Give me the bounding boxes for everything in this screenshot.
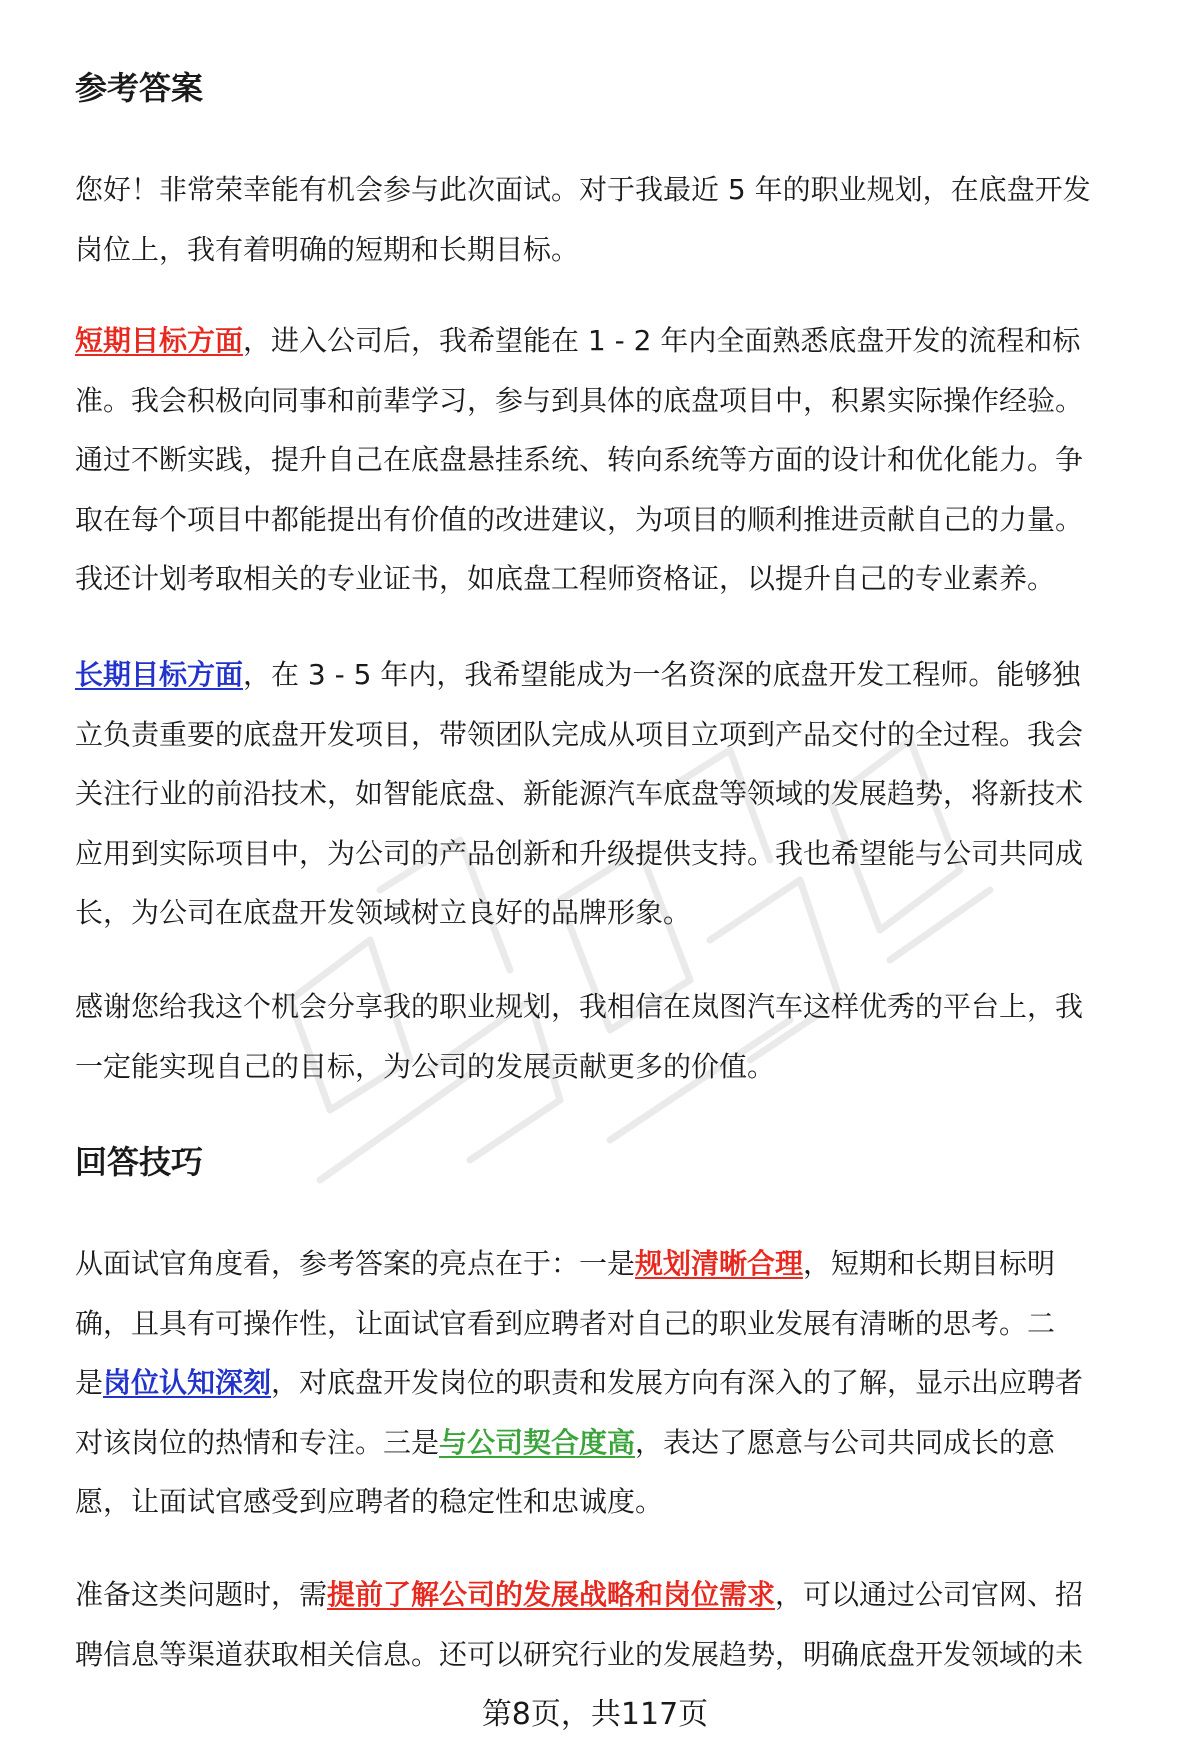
text-line: 通过不断实践，提升自己在底盘悬挂系统、转向系统等方面的设计和优化能力。争: [75, 443, 1084, 476]
paragraph-intro: [75, 160, 1091, 279]
highlight-role-understanding: 岗位认知深刻: [103, 1366, 272, 1399]
text-span: ，对底盘开发岗位的职责和发展方向有深入的了解，显示出应聘者: [271, 1366, 1084, 1399]
text-line: 取在每个项目中都能提出有价值的改进建议，为项目的顺利推进贡献自己的力量。: [75, 502, 1084, 536]
text-line: 我还计划考取相关的专业证书，如底盘工程师资格证，以提升自己的专业素养。: [75, 562, 1056, 595]
paragraph-tips: [75, 1234, 1083, 1532]
text-span: 从面试官角度看，参考答案的亮点在于：一是: [75, 1247, 636, 1280]
section-heading-answer-tips: 回答技巧: [75, 1143, 204, 1181]
highlight-short-term: 短期目标方面: [75, 324, 244, 357]
text-line: [75, 1353, 1083, 1413]
text-line: 长，为公司在底盘开发领域树立良好的品牌形象。: [75, 896, 692, 929]
text-span: ，表达了愿意与公司共同成长的意: [635, 1425, 1056, 1459]
text-line: 关注行业的前沿技术，如智能底盘、新能源汽车底盘等领域的发展趋势，将新技术: [75, 777, 1084, 810]
paragraph-preparation: [75, 1565, 1083, 1684]
paragraph-short-term: [75, 311, 1083, 609]
text-line: 聘信息等渠道获取相关信息。还可以研究行业的发展趋势，明确底盘开发领域的未: [75, 1637, 1084, 1671]
highlight-company-fit: 与公司契合度高: [439, 1425, 636, 1459]
text-span: 是: [75, 1366, 104, 1399]
paragraph-long-term: [75, 645, 1083, 943]
text-span: ，可以通过公司官网、招: [775, 1578, 1084, 1611]
text-line: [75, 1565, 1083, 1625]
highlight-research-company: 提前了解公司的发展战略和岗位需求: [327, 1578, 776, 1611]
text-line: [75, 645, 1083, 705]
text-span: ，短期和长期目标明: [803, 1247, 1056, 1280]
highlight-clear-plan: 规划清晰合理: [635, 1247, 804, 1280]
text-line: 您好！非常荣幸能有机会参与此次面试。对于我最近 5 年的职业规划，在底盘开发: [75, 173, 1091, 206]
text-line: 愿，让面试官感受到应聘者的稳定性和忠诚度。: [75, 1485, 664, 1518]
text-line: 准。我会积极向同事和前辈学习，参与到具体的底盘项目中，积累实际操作经验。: [75, 383, 1084, 417]
text-line: [75, 1413, 1083, 1473]
text-line: 立负责重要的底盘开发项目，带领团队完成从项目立项到产品交付的全过程。我会: [75, 717, 1084, 751]
text-line: [75, 311, 1083, 371]
text-line: 确，且具有可操作性，让面试官看到应聘者对自己的职业发展有清晰的思考。二: [75, 1306, 1056, 1340]
text-line: 岗位上，我有着明确的短期和长期目标。: [75, 232, 580, 266]
text-line: 应用到实际项目中，为公司的产品创新和升级提供支持。我也希望能与公司共同成: [75, 836, 1084, 870]
text-line: 一定能实现自己的目标，为公司的发展贡献更多的价值。: [75, 1049, 776, 1083]
text-span: ，进入公司后，我希望能在 1 - 2 年内全面熟悉底盘开发的流程和标: [243, 324, 1081, 357]
page-number-footer: 第8页，共117页: [481, 1697, 709, 1732]
text-line: [75, 1234, 1083, 1294]
text-line: 感谢您给我这个机会分享我的职业规划，我相信在岚图汽车这样优秀的平台上，我: [75, 990, 1084, 1023]
paragraph-thanks: [75, 977, 1083, 1096]
text-span: 对该岗位的热情和专注。三是: [75, 1425, 440, 1459]
text-span: 准备这类问题时，需: [75, 1578, 328, 1611]
highlight-long-term: 长期目标方面: [75, 658, 244, 691]
section-heading-reference-answer: 参考答案: [75, 69, 204, 107]
text-span: ，在 3 - 5 年内，我希望能成为一名资深的底盘开发工程师。能够独: [243, 658, 1081, 691]
